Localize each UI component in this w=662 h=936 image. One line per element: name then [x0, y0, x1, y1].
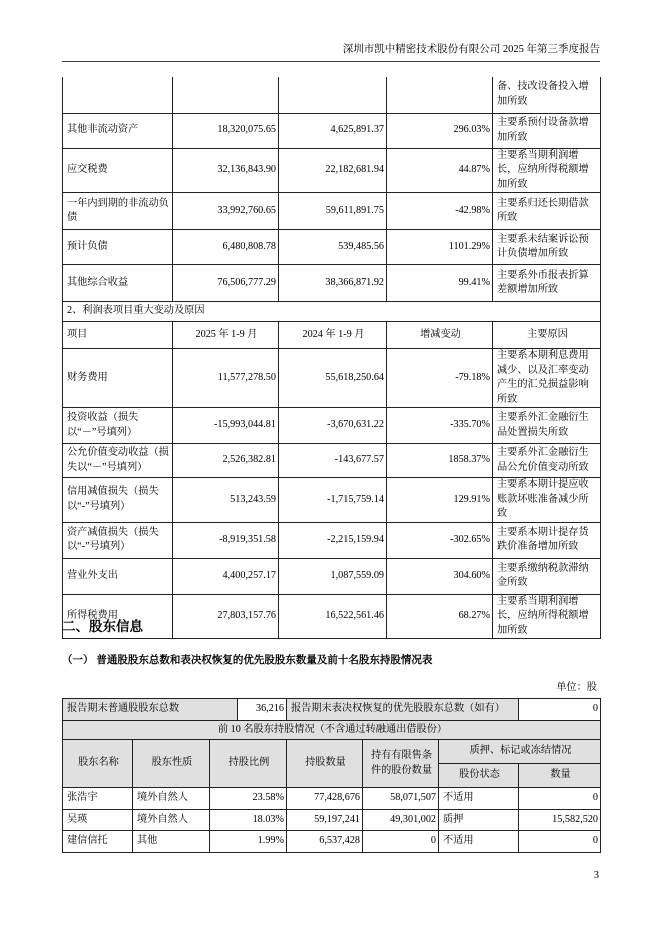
table-row: [63, 148, 601, 193]
reason-cell: 主要系未结案诉讼预计负债增加所致: [493, 230, 601, 265]
change-cell: 296.03%: [387, 113, 493, 148]
current-cell: 27,803,157.76: [173, 594, 279, 639]
table-row: [63, 810, 601, 831]
table-row: [63, 594, 601, 639]
prior-cell: 55,618,250.64: [279, 349, 387, 408]
column-header-nature: 股东性质: [133, 740, 210, 788]
current-cell: [173, 77, 279, 113]
change-cell: 44.87%: [387, 148, 493, 193]
change-cell: -79.18%: [387, 349, 493, 408]
nature-cell: 境外自然人: [133, 788, 210, 810]
table-row: [63, 230, 601, 265]
table-row: [63, 522, 601, 558]
preferred-holders-value: 0: [519, 699, 601, 721]
prior-cell: 22,182,681.94: [279, 148, 387, 193]
column-header-reason: 主要原因: [493, 322, 601, 349]
column-header-prior: 2024 年 1-9 月: [279, 322, 387, 349]
item-cell: 财务费用: [63, 349, 173, 408]
reason-cell: 主要系当期利润增长，应纳所得税额增加所致: [493, 148, 601, 193]
column-header-pledge-group: 质押、标记或冻结情况: [439, 740, 601, 764]
nature-cell: 其他: [133, 831, 210, 853]
prior-cell: 38,366,871.92: [279, 265, 387, 302]
pledge-count-cell: 0: [519, 788, 601, 810]
pledge-status-cell: 质押: [439, 810, 519, 831]
change-cell: 304.60%: [387, 558, 493, 594]
reason-cell: 备、技改设备投入增加所致: [493, 77, 601, 113]
prior-cell: -3,670,631.22: [279, 408, 387, 444]
item-cell: 预计负债: [63, 230, 173, 265]
page-number: 3: [593, 870, 599, 881]
preferred-holders-label: 报告期末表决权恢复的优先股股东总数（如有）: [287, 699, 519, 721]
continued-row: [63, 77, 601, 113]
change-cell: -335.70%: [387, 408, 493, 444]
restricted-cell: 49,301,002: [363, 810, 439, 831]
shareholder-subsection-title: （一） 普通股股东总数和表决权恢复的优先股股东数量及前十名股东持股情况表: [62, 654, 433, 666]
column-header-change: 增减变动: [387, 322, 493, 349]
table-row: [63, 349, 601, 408]
column-header-ratio: 持股比例: [210, 740, 287, 788]
item-cell: 其他综合收益: [63, 265, 173, 302]
item-cell: 所得税费用: [63, 594, 173, 639]
prior-cell: 4,625,891.37: [279, 113, 387, 148]
prior-cell: 539,485.56: [279, 230, 387, 265]
item-cell: 投资收益（损失以“－”号填列）: [63, 408, 173, 444]
restricted-cell: 58,071,507: [363, 788, 439, 810]
common-holders-label: 报告期末普通股股东总数: [63, 699, 238, 721]
ratio-cell: 23.58%: [210, 788, 287, 810]
shares-cell: 77,428,676: [287, 788, 363, 810]
prior-cell: 59,611,891.75: [279, 193, 387, 230]
change-cell: 68.27%: [387, 594, 493, 639]
item-cell: 一年内到期的非流动负债: [63, 193, 173, 230]
caption-row: [63, 721, 601, 740]
table-row: [63, 113, 601, 148]
top10-caption: 前 10 名股东持股情况（不含通过转融通出借股份）: [63, 721, 601, 740]
reason-cell: 主要系外汇金融衍生品公允价值变动所致: [493, 444, 601, 478]
item-cell: 应交税费: [63, 148, 173, 193]
column-header-pledge-status: 股份状态: [439, 764, 519, 788]
current-cell: 33,992,760.65: [173, 193, 279, 230]
table-row: [63, 408, 601, 444]
current-cell: 4,400,257.17: [173, 558, 279, 594]
table-row: [63, 788, 601, 810]
table-row: [63, 444, 601, 478]
item-cell: 公允价值变动收益（损失以“－”号填列）: [63, 444, 173, 478]
column-header-name: 股东名称: [63, 740, 133, 788]
current-cell: 32,136,843.90: [173, 148, 279, 193]
prior-cell: 1,087,559.09: [279, 558, 387, 594]
restricted-cell: 0: [363, 831, 439, 853]
pledge-count-cell: 15,582,520: [519, 810, 601, 831]
prior-cell: -1,715,759.14: [279, 478, 387, 523]
reason-cell: 主要系本期计提存货跌价准备增加所致: [493, 522, 601, 558]
nature-cell: 境外自然人: [133, 810, 210, 831]
current-cell: 2,526,382.81: [173, 444, 279, 478]
reason-cell: 主要系外币报表折算差额增加所致: [493, 265, 601, 302]
header-divider: [62, 61, 600, 62]
column-header-item: 项目: [63, 322, 173, 349]
item-cell: 其他非流动资产: [63, 113, 173, 148]
prior-cell: [279, 77, 387, 113]
unit-label: 单位：股: [556, 682, 597, 693]
change-cell: [387, 77, 493, 113]
reason-cell: 主要系本期利息费用减少、以及汇率变动产生的汇兑损益影响所致: [493, 349, 601, 408]
column-header-pledge-count: 数量: [519, 764, 601, 788]
pledge-count-cell: 0: [519, 831, 601, 853]
reason-cell: 主要系预付设备款增加所致: [493, 113, 601, 148]
current-cell: 11,577,278.50: [173, 349, 279, 408]
table-header-row: [63, 322, 601, 349]
reason-cell: 主要系本期计提应收账款坏账准备减少所致: [493, 478, 601, 523]
major-changes-table: [62, 77, 601, 639]
table-row: [63, 193, 601, 230]
change-cell: -42.98%: [387, 193, 493, 230]
reason-cell: 主要系归还长期借款所致: [493, 193, 601, 230]
common-holders-value: 36,216: [238, 699, 287, 721]
column-header-restricted: 持有有限售条件的股份数量: [363, 740, 439, 788]
prior-cell: 16,522,561.46: [279, 594, 387, 639]
current-cell: 18,320,075.65: [173, 113, 279, 148]
column-header-current: 2025 年 1-9 月: [173, 322, 279, 349]
table-row: [63, 831, 601, 853]
prior-cell: -143,677.57: [279, 444, 387, 478]
income-section-title: 2、利润表项目重大变动及原因: [63, 302, 601, 322]
current-cell: 76,506,777.29: [173, 265, 279, 302]
table-row: [63, 265, 601, 302]
item-cell: 资产减值损失（损失以“-”号填列）: [63, 522, 173, 558]
name-cell: 张浩宇: [63, 788, 133, 810]
current-cell: 6,480,808.78: [173, 230, 279, 265]
shareholder-section-title: 二、股东信息: [62, 619, 143, 634]
prior-cell: -2,215,159.94: [279, 522, 387, 558]
summary-row: [63, 699, 601, 721]
shareholders-table: [62, 698, 601, 853]
current-cell: -15,993,044.81: [173, 408, 279, 444]
pledge-status-cell: 不适用: [439, 831, 519, 853]
shares-cell: 6,537,428: [287, 831, 363, 853]
shares-cell: 59,197,241: [287, 810, 363, 831]
current-cell: -8,919,351.58: [173, 522, 279, 558]
change-cell: -302.65%: [387, 522, 493, 558]
item-cell: 信用减值损失（损失以“-”号填列）: [63, 478, 173, 523]
name-cell: 吴瑛: [63, 810, 133, 831]
change-cell: 1101.29%: [387, 230, 493, 265]
reason-cell: 主要系当期利润增长，应纳所得税额增加所致: [493, 594, 601, 639]
ratio-cell: 18.03%: [210, 810, 287, 831]
pledge-status-cell: 不适用: [439, 788, 519, 810]
report-header-title: 深圳市凯中精密技术股份有限公司 2025 年第三季度报告: [342, 44, 600, 55]
item-cell: 营业外支出: [63, 558, 173, 594]
table-row: [63, 478, 601, 523]
reason-cell: 主要系缴纳税款滞纳金所致: [493, 558, 601, 594]
table-row: [63, 558, 601, 594]
column-header-shares: 持股数量: [287, 740, 363, 788]
change-cell: 129.91%: [387, 478, 493, 523]
change-cell: 1858.37%: [387, 444, 493, 478]
current-cell: 513,243.59: [173, 478, 279, 523]
section-row: [63, 302, 601, 322]
ratio-cell: 1.99%: [210, 831, 287, 853]
item-cell: [63, 77, 173, 113]
name-cell: 建信信托: [63, 831, 133, 853]
change-cell: 99.41%: [387, 265, 493, 302]
table-header-row: [63, 740, 601, 764]
reason-cell: 主要系外汇金融衍生品处置损失所致: [493, 408, 601, 444]
